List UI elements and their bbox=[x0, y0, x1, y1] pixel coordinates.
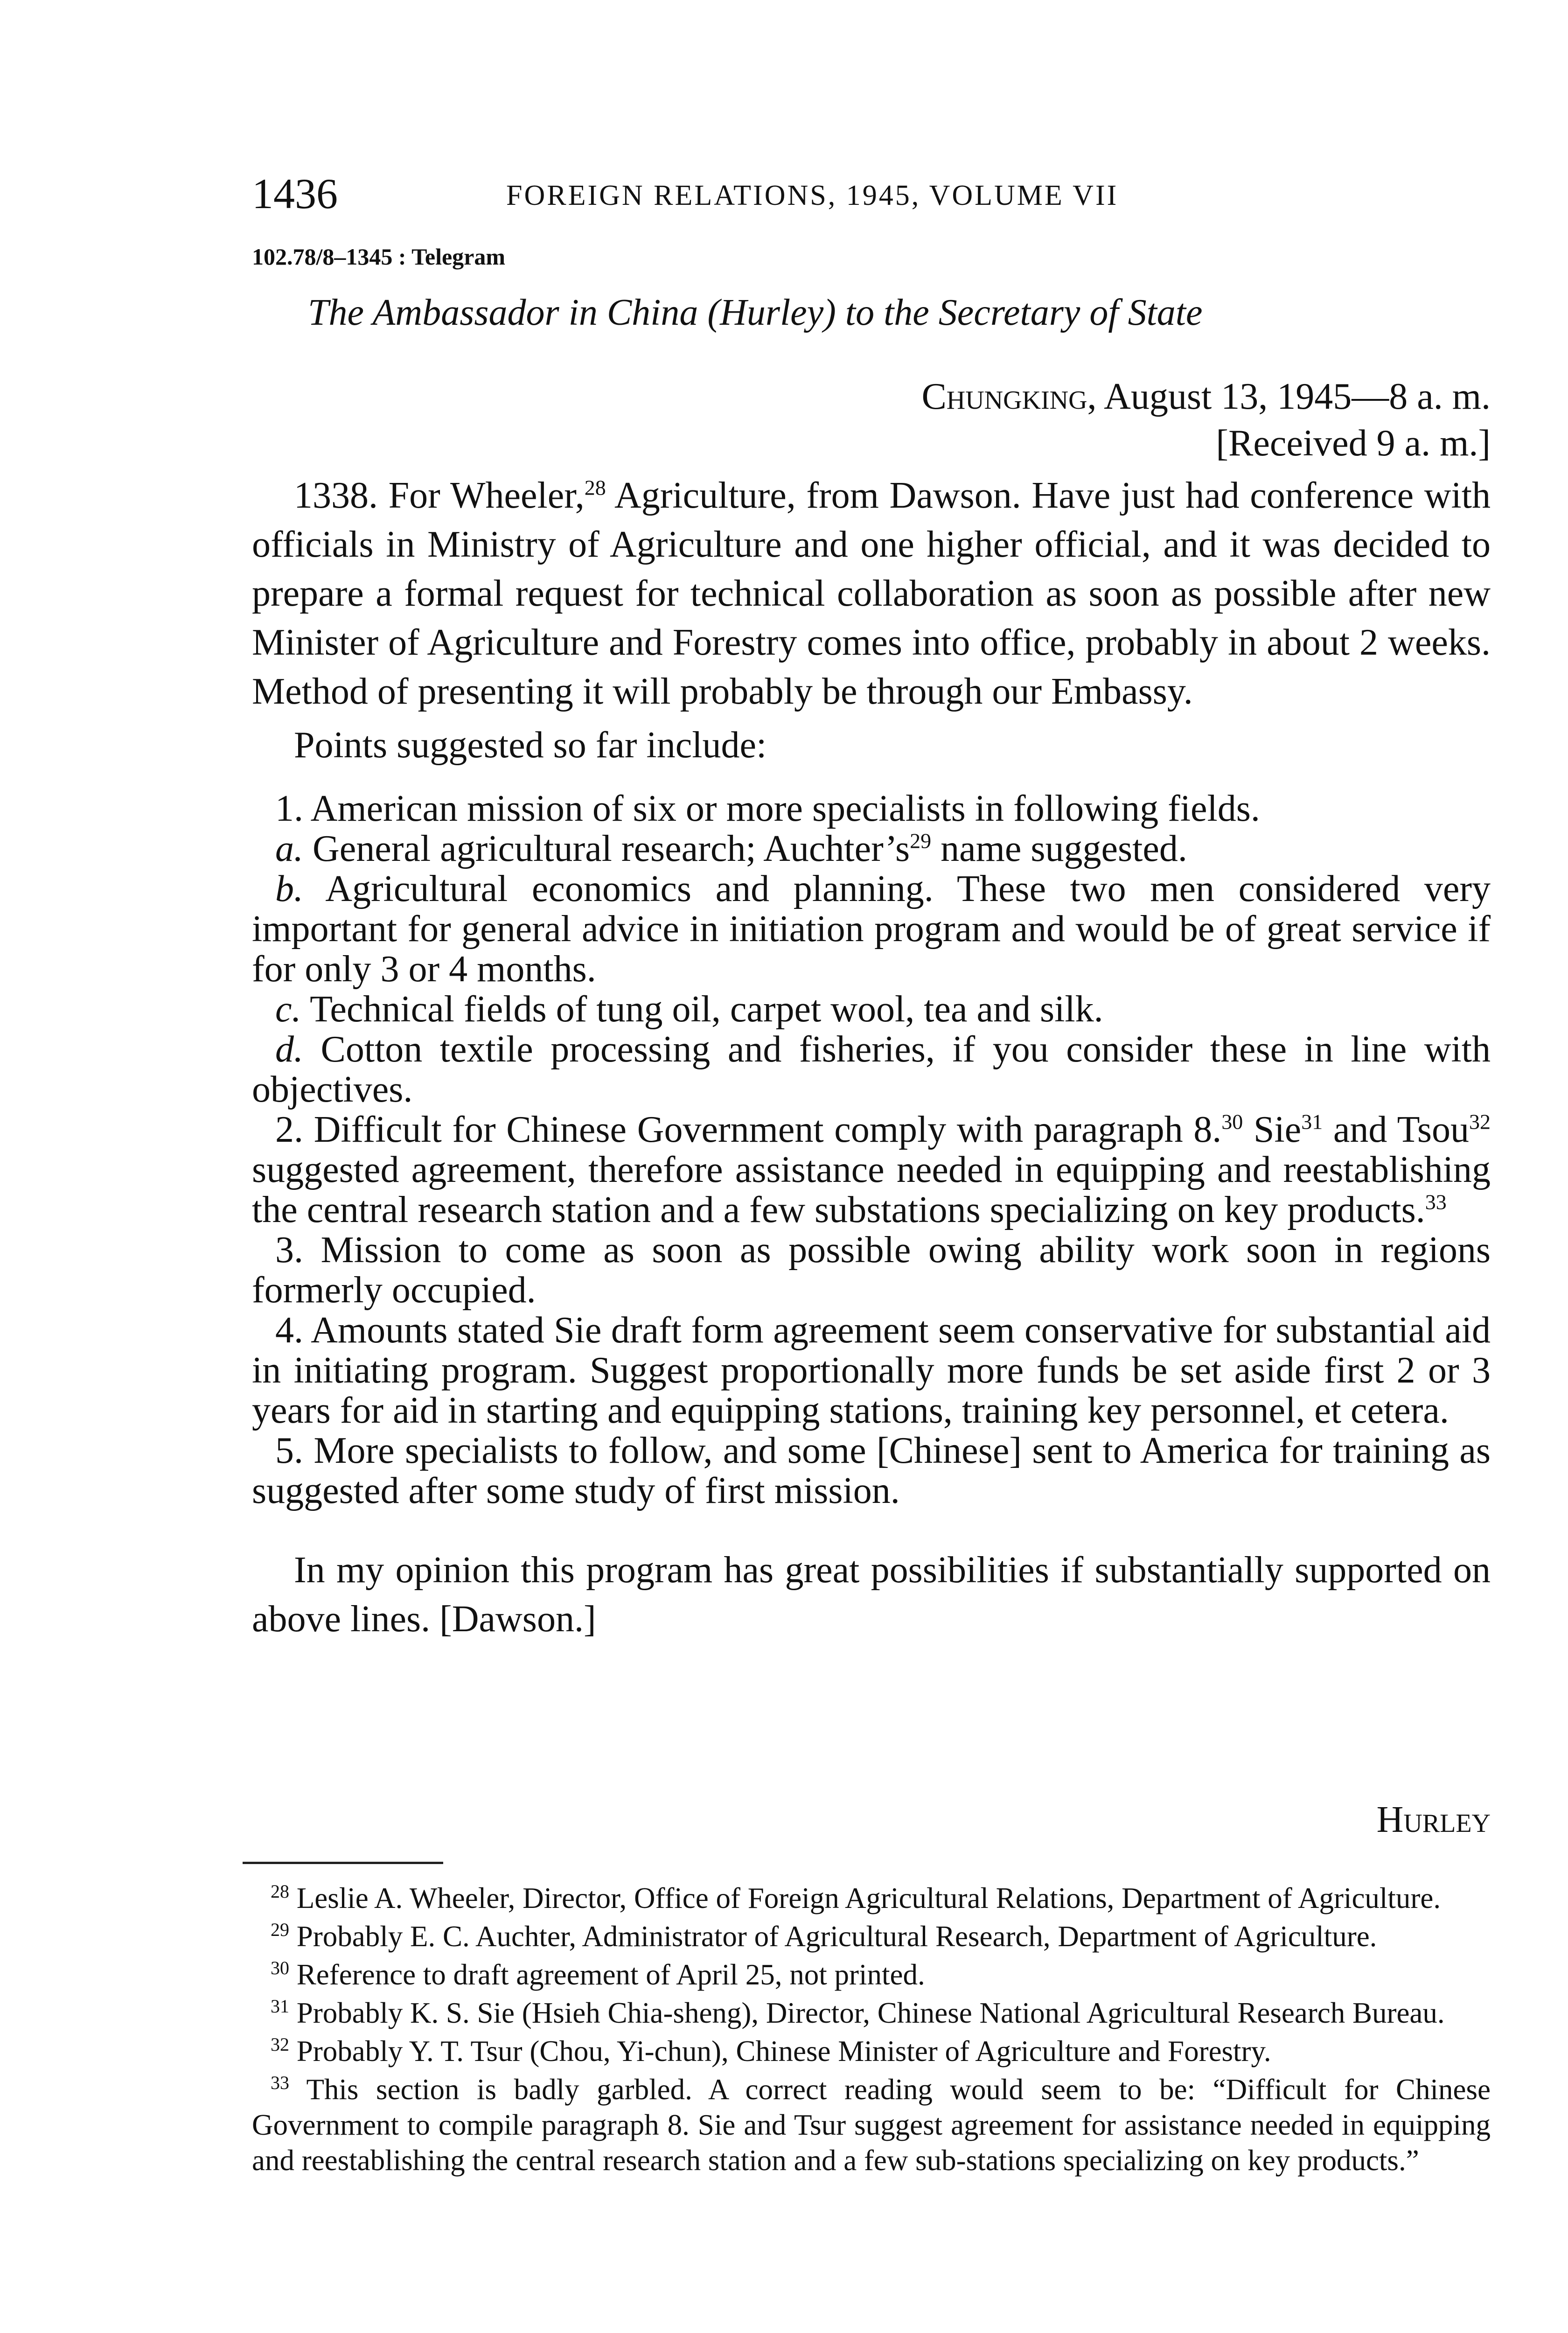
footnote-number: 29 bbox=[271, 1919, 289, 1940]
text-run: Agricultural economics and planning. These two men considered very important for general advice in initiation program and would be of great service if for only 3 or 4 months. bbox=[252, 868, 1491, 990]
footnote-30 bbox=[252, 1957, 1491, 1992]
footnote-31 bbox=[252, 1995, 1491, 2031]
list-item-c bbox=[252, 989, 1491, 1029]
dateline-received: [Received 9 a. m.] bbox=[1216, 423, 1491, 464]
text-run: Sie bbox=[1243, 1109, 1302, 1150]
footnote-number: 33 bbox=[271, 2072, 289, 2093]
footnote-29 bbox=[252, 1919, 1491, 1954]
text-run: 1338. For Wheeler, bbox=[294, 475, 585, 516]
footnote-text: Reference to draft agreement of April 25, not printed. bbox=[296, 1958, 925, 1991]
dateline-date: , August 13, 1945—8 a. m. bbox=[1087, 376, 1491, 417]
list-item-a bbox=[252, 829, 1491, 869]
footnotes bbox=[252, 1880, 1491, 2181]
footnote-text: This section is badly garbled. A correct reading would seem to be: “Difficult for Chinese Government to compile paragraph 8. Sie and Tsur suggest agreement for assistance needed in equipping and reestablishing the central research station and a few sub-stations specializing on key products.” bbox=[252, 2073, 1491, 2177]
footnote-ref-28: 28 bbox=[584, 475, 606, 500]
signature: Hurley bbox=[1376, 1799, 1491, 1840]
text-run: 2. Difficult for Chinese Government comply with paragraph 8. bbox=[275, 1109, 1222, 1150]
points-intro: Points suggested so far include: bbox=[294, 725, 767, 766]
footnote-text: Probably K. S. Sie (Hsieh Chia-sheng), Director, Chinese National Agricultural Research Bureau. bbox=[296, 1997, 1445, 2029]
item-label: c. bbox=[275, 989, 301, 1030]
footnote-text: Probably Y. T. Tsur (Chou, Yi-chun), Chinese Minister of Agriculture and Forestry. bbox=[296, 2035, 1271, 2068]
list-item-3: 3. Mission to come as soon as possible owing ability work soon in regions formerly occupied. bbox=[252, 1229, 1491, 1311]
footnote-28 bbox=[252, 1880, 1491, 1916]
footnote-ref-29: 29 bbox=[910, 829, 932, 853]
footnote-32 bbox=[252, 2033, 1491, 2069]
dateline-place-date bbox=[774, 373, 1491, 420]
footnote-ref-31: 31 bbox=[1301, 1110, 1323, 1134]
body-paragraph-1 bbox=[252, 471, 1491, 716]
running-head bbox=[252, 168, 1488, 219]
points-list bbox=[252, 789, 1491, 1511]
footnote-33 bbox=[252, 2072, 1491, 2178]
text-run: Agriculture, from Dawson. Have just had conference with officials in Ministry of Agriculture and one higher official, and it was decided to prepare a formal request for technical collaboration as soon as possible after new Minister of Agriculture and Forestry comes into office, probably in about 2 weeks. Method of presenting it will probably be through our Embassy. bbox=[252, 475, 1491, 712]
running-title: FOREIGN RELATIONS, 1945, VOLUME VII bbox=[506, 180, 1119, 211]
text-run: Technical fields of tung oil, carpet wool, tea and silk. bbox=[301, 989, 1103, 1030]
text-run: General agricultural research; Auchter’s bbox=[303, 828, 910, 869]
text-run: and Tsou bbox=[1323, 1109, 1470, 1150]
footnote-text: Leslie A. Wheeler, Director, Office of Foreign Agricultural Relations, Department of Agriculture. bbox=[296, 1882, 1441, 1914]
item-label: a. bbox=[275, 828, 303, 869]
footnote-number: 30 bbox=[271, 1957, 289, 1978]
list-item-1: 1. American mission of six or more specialists in following fields. bbox=[275, 788, 1260, 829]
document-title: The Ambassador in China (Hurley) to the Secretary of State bbox=[308, 292, 1203, 333]
list-item-d bbox=[252, 1029, 1491, 1110]
dateline bbox=[774, 373, 1491, 467]
footnote-number: 31 bbox=[271, 1996, 289, 2017]
footnote-number: 32 bbox=[271, 2034, 289, 2055]
footnote-number: 28 bbox=[271, 1881, 289, 1902]
list-item-2 bbox=[252, 1110, 1491, 1230]
footnote-text: Probably E. C. Auchter, Administrator of Agricultural Research, Department of Agriculture. bbox=[296, 1920, 1377, 1953]
file-reference: 102.78/8–1345 : Telegram bbox=[252, 244, 506, 270]
telegram-body bbox=[252, 471, 1491, 1644]
list-item-b bbox=[252, 869, 1491, 989]
text-run: Cotton textile processing and fisheries, if you consider these in line with objectives. bbox=[252, 1029, 1491, 1110]
footnote-ref-33: 33 bbox=[1425, 1190, 1447, 1214]
footnote-divider bbox=[243, 1862, 443, 1864]
list-item-5: 5. More specialists to follow, and some [Chinese] sent to America for training as suggested after some study of first mission. bbox=[252, 1430, 1491, 1511]
page-number: 1436 bbox=[252, 170, 338, 217]
footnote-ref-30: 30 bbox=[1221, 1110, 1243, 1134]
dateline-place: Chungking bbox=[921, 376, 1087, 417]
item-label: d. bbox=[275, 1029, 303, 1070]
footnote-ref-32: 32 bbox=[1469, 1110, 1491, 1134]
item-label: b. bbox=[275, 868, 303, 909]
list-item-4: 4. Amounts stated Sie draft form agreement seem conservative for substantial aid in initiating program. Suggest proportionally more funds be set aside first 2 or 3 years for aid in starting and equipping stations, training key personnel, et cetera. bbox=[252, 1310, 1491, 1431]
text-run: name suggested. bbox=[931, 828, 1187, 869]
text-run: suggested agreement, therefore assistance needed in equipping and reestablishing the central research station and a few substations specializing on key products. bbox=[252, 1149, 1491, 1230]
closing-paragraph: In my opinion this program has great possibilities if substantially supported on above lines. [Dawson.] bbox=[252, 1550, 1491, 1640]
